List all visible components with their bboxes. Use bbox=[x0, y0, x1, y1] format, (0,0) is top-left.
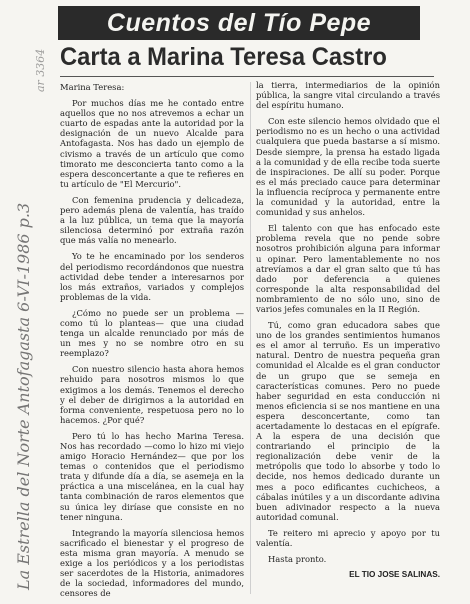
signature: EL TIO JOSE SALINAS. bbox=[349, 570, 440, 580]
paragraph: Con femenina prudencia y delicadeza, pero además plena de valentía, has traído a la luz pública, un tema que la mayoría silenciosa determinó por extraña razón que más valía no menearlo. bbox=[60, 194, 244, 246]
paragraph: Con nuestro silencio hasta ahora hemos rehuido para nosotros mismos lo que exigimos a los demás. Tenemos el derecho y el deber de dirigirnos a la autoridad en forma conveniente, respetuosa pero no lo hacemos. ¿Por qué? bbox=[60, 364, 244, 425]
margin-handwriting: La Estrella del Norte Antofagasta 6-VI-1986 p.3 bbox=[14, 202, 33, 590]
section-banner: Cuentos del Tío Pepe bbox=[58, 6, 420, 40]
article-column-right bbox=[256, 80, 440, 586]
closing-line: Te reitero mi aprecio y apoyo por tu valentía. bbox=[256, 527, 440, 549]
paragraph: Pero tú lo has hecho Marina Teresa. Nos has recordado —como lo hizo mi viejo amigo Horacio Hernández— que por los temas o contenidos que el periodismo trata y difunde día a día, se asemeja en la práctica a una miscelánea, en la cual hay tanta combinación de raros elementos que su única ley diríase que consiste en no tener ninguna. bbox=[60, 430, 244, 522]
paragraph: El talento con que has enfocado este problema revela que no pende sobre nosotros prohibición alguna para informar u opinar. Pero lamentablemente no nos atrevíamos a dar el gran salto que tú has dado por deferencia a quienes corresponde la alta responsabilidad del nombramiento de no sólo uno, sino de varios jefes comunales en la II Región. bbox=[256, 223, 440, 314]
paragraph: Por muchos días me he contado entre aquellos que no nos atrevemos a echar un cuarto de espadas ante la autoridad por la designación de un nuevo Alcalde para Antofagasta. Nos has dado un ejemplo de civismo a través de un artículo que como timorato me desconcierta tanto como a la espera desconcertante a que te refieres en tu artículo de "El Mercurio". bbox=[60, 98, 244, 189]
paragraph: la tierra, intermediarios de la opinión pública, la sangre vital circulando a través del espíritu humano. bbox=[256, 80, 440, 111]
farewell: Hasta pronto. bbox=[268, 554, 327, 565]
article-column-left bbox=[60, 82, 244, 604]
paragraph: Integrando la mayoría silenciosa hemos sacrificado el bienestar y el progreso de esta misma gran mayoría. A menudo se exige a los periódicos y a los periodistas ser sacerdotes de la Historia, animadores de la sociedad, informadores del mundo, censores de bbox=[60, 527, 244, 599]
paragraph: Yo te he encaminado por los senderos del periodismo recordándonos que nuestra actividad debe tender a interesarnos por los más extraños, variados y complejos problemas de la vida. bbox=[60, 251, 244, 302]
headline-rule bbox=[60, 76, 434, 77]
paragraph: ¿Cómo no puede ser un problema —como tú lo planteas— que una ciudad tenga un alcalde renunciado por más de un mes y no se nombre otro en su reemplazo? bbox=[60, 307, 244, 359]
column-divider bbox=[250, 82, 251, 594]
paragraph: Tú, como gran educadora sabes que uno de los grandes sentimientos humanos es el amor al terruño. Es un imperativo natural. Dentro de nuestra pequeña gran comunidad el Alcalde es el gran conductor de un grupo que se semeja en características comunes. Pero no puede haber seguridad en esta conducción ni menos eficiencia si se nos mantiene en una espera desconcertante, como tan acertadamente lo destacas en el epígrafe. A la espera de una decisión que contrariando el principio de la regionalización debe venir de la metrópolis que todo lo absorbe y todo lo decide, nos hemos dedicado durante un mes a poco edificantes cuchicheos, a cábalas inútiles y a un discordante adivina buen adivinador respecto a la nueva autoridad comunal. bbox=[256, 320, 440, 522]
salutation: Marina Teresa: bbox=[60, 82, 125, 92]
article-headline: Carta a Marina Teresa Castro bbox=[60, 43, 387, 71]
paragraph: Con este silencio hemos olvidado que el periodismo no es un hecho o una actividad cualquiera que pueda bastarse a sí mismo. Desde siempre, la prensa ha estado ligada a la comunidad y de ella recibe toda suerte de inspiraciones. De allí su poder. Porque es el más preciado cauce para determinar la influencia recíproca y permanente entre la comunidad y la autoridad, entre la comunidad y sus anhelos. bbox=[256, 116, 440, 218]
corner-handwriting: ar 3364 bbox=[34, 48, 47, 92]
